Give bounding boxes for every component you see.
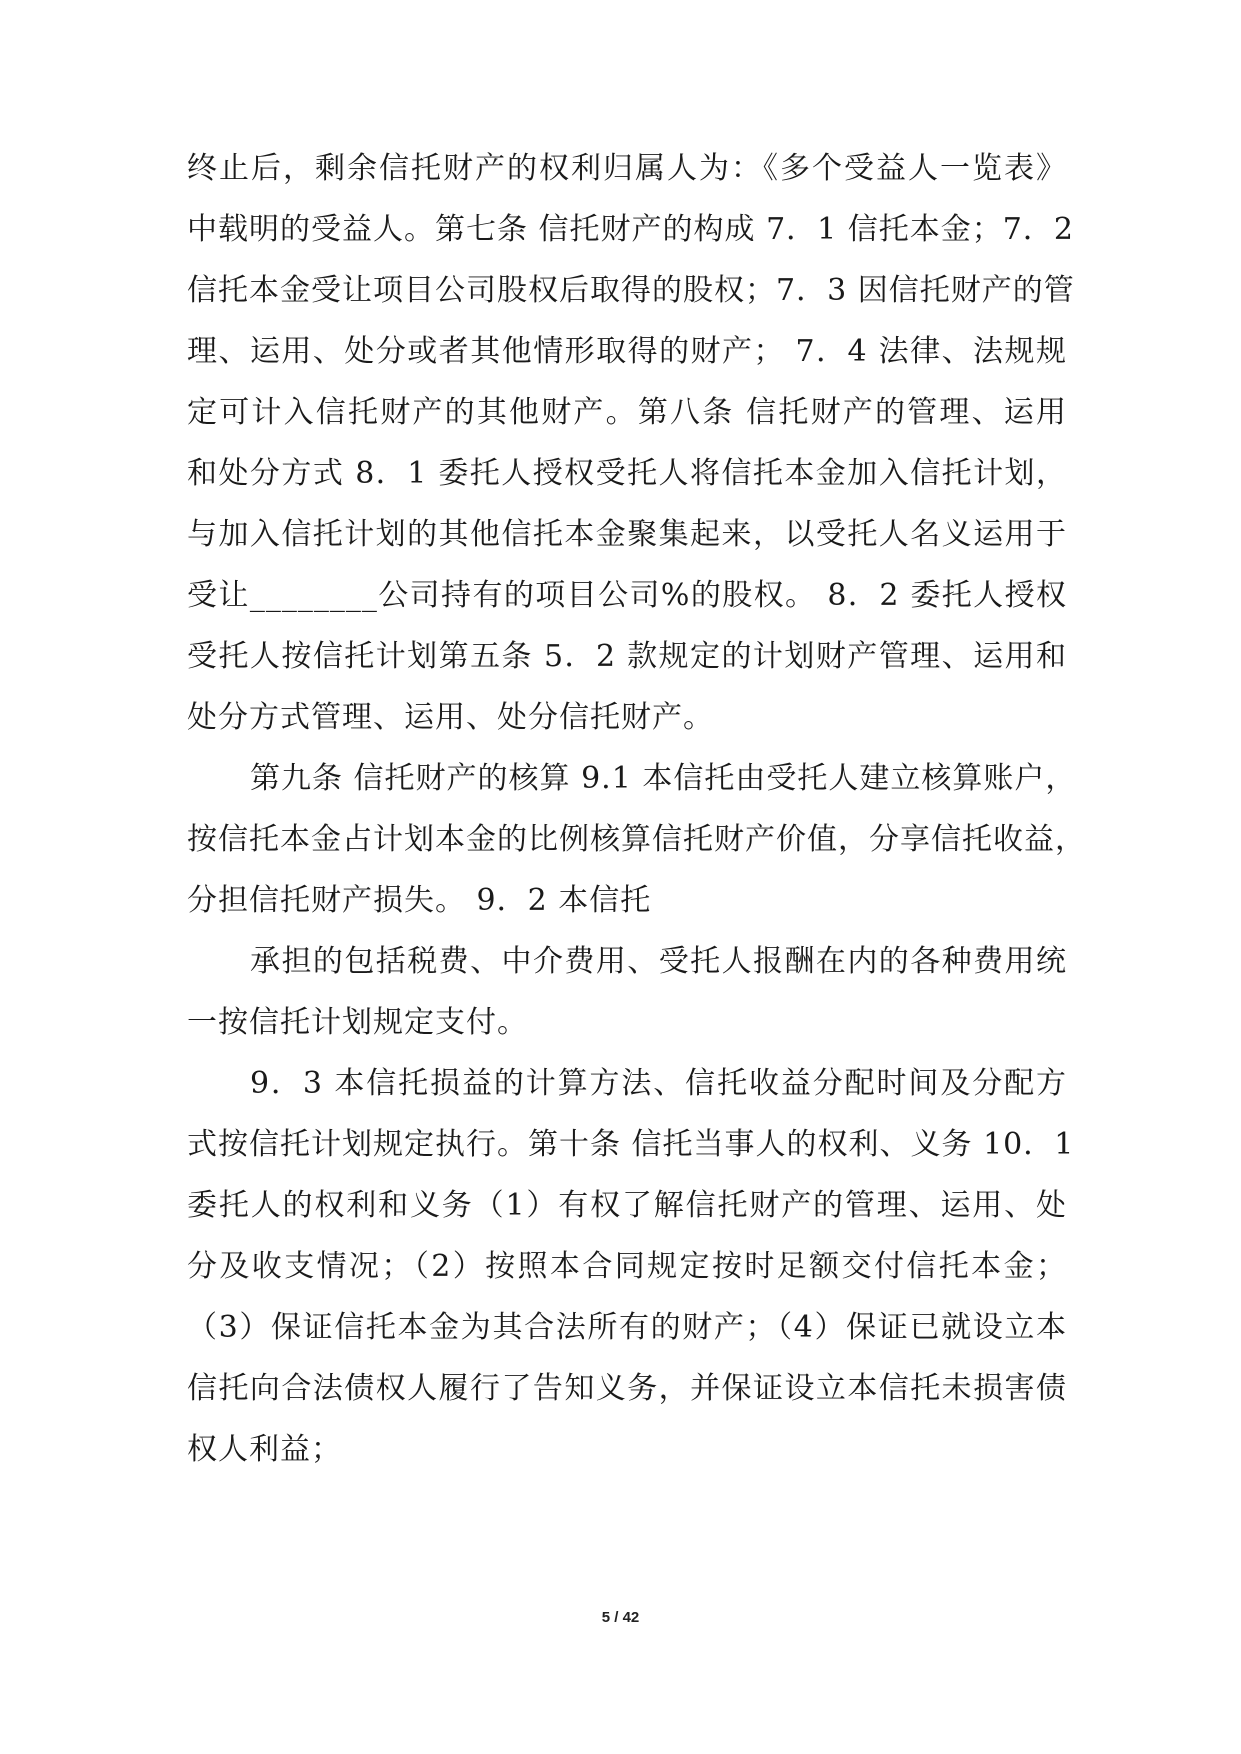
text-line: 中载明的受益人。第七条 信托财产的构成 7．1 信托本金；7．2 [187, 212, 1074, 247]
page-number: 5 / 42 [601, 1609, 640, 1626]
text-line: 按信托本金占计划本金的比例核算信托财产价值，分享信托收益， [187, 822, 1086, 857]
text-line: 处分方式管理、运用、处分信托财产。 [187, 700, 714, 735]
text-line: 和处分方式 8．1 委托人授权受托人将信托本金加入信托计划， [187, 456, 1067, 491]
paragraph-start-line: 承担的包括税费、中介费用、受托人报酬在内的各种费用统 [250, 944, 1067, 979]
text-line: 信托向合法债权人履行了告知义务，并保证设立本信托未损害债 [187, 1371, 1067, 1406]
paragraph-start-line: 第九条 信托财产的核算 9.1 本信托由受托人建立核算账户， [250, 761, 1077, 796]
text-line: （3）保证信托本金为其合法所有的财产；（4）保证已就设立本 [187, 1310, 1067, 1345]
text-line: 一按信托计划规定支付。 [187, 1005, 528, 1040]
text-line: 受托人按信托计划第五条 5．2 款规定的计划财产管理、运用和 [187, 639, 1067, 674]
text-line: 定可计入信托财产的其他财产。第八条 信托财产的管理、运用 [187, 395, 1067, 430]
text-line: 与加入信托计划的其他信托本金聚集起来，以受托人名义运用于 [187, 517, 1067, 552]
paragraph-start-line: 9．3 本信托损益的计算方法、信托收益分配时间及分配方 [250, 1066, 1067, 1101]
text-line: 式按信托计划规定执行。第十条 信托当事人的权利、义务 10．1 [187, 1127, 1075, 1162]
text-line: 委托人的权利和义务（1）有权了解信托财产的管理、运用、处 [187, 1188, 1067, 1223]
text-line: 受让________公司持有的项目公司%的股权。 8．2 委托人授权 [187, 578, 1067, 613]
text-line: 信托本金受让项目公司股权后取得的股权；7．3 因信托财产的管 [187, 273, 1075, 308]
text-line: 权人利益； [187, 1432, 342, 1467]
text-line: 分及收支情况；（2）按照本合同规定按时足额交付信托本金； [187, 1249, 1067, 1284]
text-line: 分担信托财产损失。 9．2 本信托 [187, 883, 652, 918]
text-line: 终止后，剩余信托财产的权利归属人为：《多个受益人一览表》 [187, 151, 1067, 186]
text-line: 理、运用、处分或者其他情形取得的财产； 7．4 法律、法规规 [187, 334, 1067, 369]
